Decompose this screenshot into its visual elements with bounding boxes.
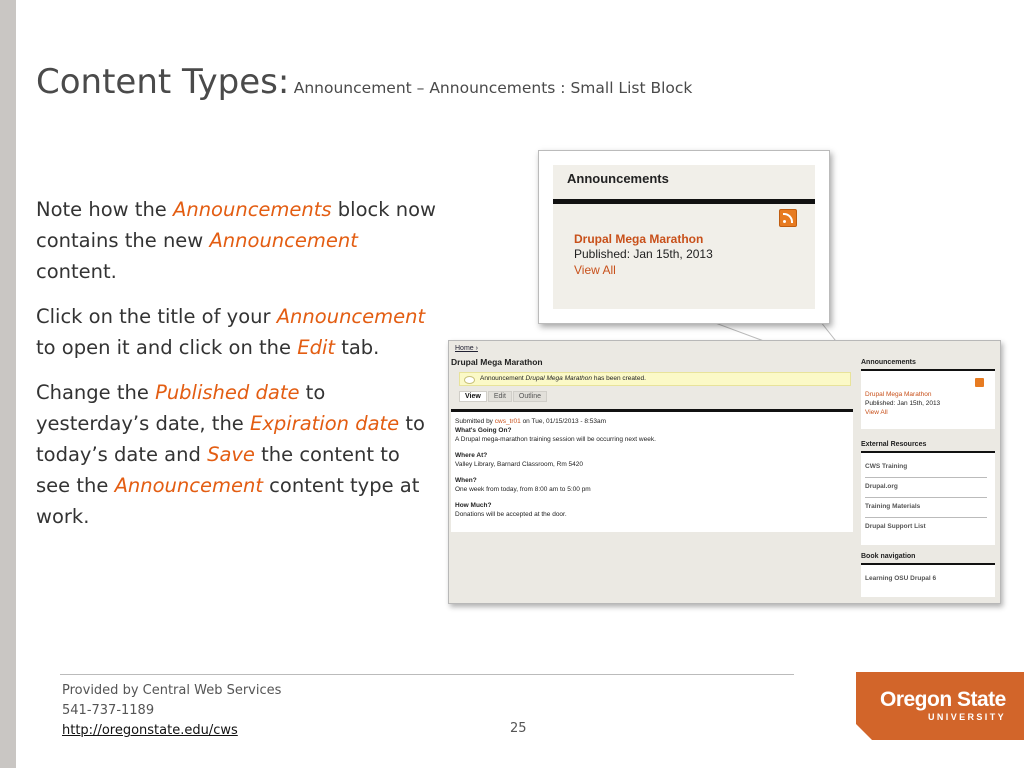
callout-divider xyxy=(553,199,815,204)
paragraph-1 xyxy=(36,194,436,287)
tab-outline[interactable]: Outline xyxy=(513,391,547,402)
field-label-where: Where At? xyxy=(455,452,488,459)
sidebar-link-training-materials[interactable]: Training Materials xyxy=(865,503,921,510)
footer-divider xyxy=(60,674,794,675)
message-node-title: Drupal Mega Marathon xyxy=(525,375,593,382)
text: block now contains the new xyxy=(36,198,436,252)
status-message-text xyxy=(480,375,646,382)
title-main: Content Types: xyxy=(36,62,290,102)
footer-link[interactable]: http://oregonstate.edu/cws xyxy=(62,723,238,738)
sidebar-announcement-link[interactable]: Drupal Mega Marathon xyxy=(865,391,932,398)
sidebar-view-all-link[interactable]: View All xyxy=(865,409,888,416)
submitted-line xyxy=(455,418,606,425)
text: Click on the title of your xyxy=(36,305,277,328)
sidebar-item-divider xyxy=(865,497,987,498)
text: to open it and click on the xyxy=(36,336,298,359)
page-number: 25 xyxy=(510,721,527,736)
node-tabs xyxy=(459,391,548,402)
logo-notch xyxy=(856,724,872,740)
emphasis-announcement: Announcement xyxy=(209,229,358,252)
callout-announcement-link[interactable]: Drupal Mega Marathon xyxy=(574,232,704,246)
zoom-callout xyxy=(538,150,830,324)
sidebar xyxy=(857,341,997,603)
text: to today’s date and xyxy=(36,412,425,466)
title-subtitle: Announcement – Announcements : Small List Block xyxy=(293,79,693,97)
callout-view-all-link[interactable]: View All xyxy=(574,263,616,277)
status-message xyxy=(459,372,851,386)
left-accent-bar xyxy=(0,0,16,768)
field-value-whats-going-on: A Drupal mega-marathon training session will be occurring next week. xyxy=(455,436,656,443)
page-title: Drupal Mega Marathon xyxy=(451,357,543,367)
text: has been created. xyxy=(592,375,646,382)
sidebar-external-title: External Resources xyxy=(861,441,927,448)
footer-provider: Provided by Central Web Services xyxy=(62,683,282,698)
callout-published-date: Published: Jan 15th, 2013 xyxy=(574,247,713,261)
paragraph-3 xyxy=(36,377,436,532)
sidebar-book-nav-title: Book navigation xyxy=(861,553,916,560)
emphasis-expiration-date: Expiration date xyxy=(250,412,400,435)
tab-edit[interactable]: Edit xyxy=(488,391,512,402)
rss-icon[interactable] xyxy=(779,209,797,227)
logo-wordmark: Oregon State xyxy=(880,688,1006,711)
text: the content to see the xyxy=(36,443,400,497)
field-label-whats-going-on: What's Going On? xyxy=(455,427,512,434)
emphasis-edit: Edit xyxy=(297,336,336,359)
text: Note how the xyxy=(36,198,173,221)
emphasis-announcement: Announcement xyxy=(276,305,426,328)
sidebar-link-drupal-org[interactable]: Drupal.org xyxy=(865,483,898,490)
sidebar-link-drupal-support-list[interactable]: Drupal Support List xyxy=(865,523,926,530)
tab-view[interactable]: View xyxy=(459,391,487,402)
callout-announcements-block xyxy=(553,165,815,309)
text: Submitted by xyxy=(455,418,495,425)
breadcrumb[interactable]: Home › xyxy=(455,345,478,352)
sidebar-link-learning-osu-drupal[interactable]: Learning OSU Drupal 6 xyxy=(865,575,937,582)
text: to yesterday’s date, the xyxy=(36,381,326,435)
sidebar-announcement-published: Published: Jan 15th, 2013 xyxy=(865,400,941,407)
callout-block-title: Announcements xyxy=(567,171,669,186)
sidebar-announcements-title: Announcements xyxy=(861,359,916,366)
logo-university: UNIVERSITY xyxy=(928,712,1007,722)
text: Change the xyxy=(36,381,156,404)
field-value-where: Valley Library, Barnard Classroom, Rm 5420 xyxy=(455,461,584,468)
field-value-how-much: Donations will be accepted at the door. xyxy=(455,511,567,518)
sidebar-item-divider xyxy=(865,517,987,518)
author-link[interactable]: cws_tr01 xyxy=(494,418,521,425)
text: content type at work. xyxy=(36,474,420,528)
sidebar-item-divider xyxy=(865,477,987,478)
footer-phone: 541-737-1189 xyxy=(62,703,155,718)
sidebar-link-cws-training[interactable]: CWS Training xyxy=(865,463,908,470)
field-label-when: When? xyxy=(455,477,477,484)
drupal-page-screenshot xyxy=(448,340,1001,604)
field-value-when: One week from today, from 8:00 am to 5:00 pm xyxy=(455,486,591,493)
emphasis-save: Save xyxy=(207,443,255,466)
text: content. xyxy=(36,260,117,283)
instructions-body xyxy=(36,194,436,546)
text: Announcement xyxy=(480,375,526,382)
node-content xyxy=(451,412,853,532)
footer xyxy=(62,681,281,741)
text: tab. xyxy=(335,336,380,359)
message-icon xyxy=(464,376,475,384)
oregon-state-logo xyxy=(856,672,1024,740)
emphasis-published-date: Published date xyxy=(155,381,300,404)
rss-icon[interactable] xyxy=(975,378,984,387)
field-label-how-much: How Much? xyxy=(455,502,492,509)
emphasis-announcement: Announcement xyxy=(114,474,263,497)
emphasis-announcements: Announcements xyxy=(173,198,332,221)
paragraph-2 xyxy=(36,301,436,363)
text: on Tue, 01/15/2013 - 8:53am xyxy=(520,418,607,425)
slide-title xyxy=(36,62,692,102)
